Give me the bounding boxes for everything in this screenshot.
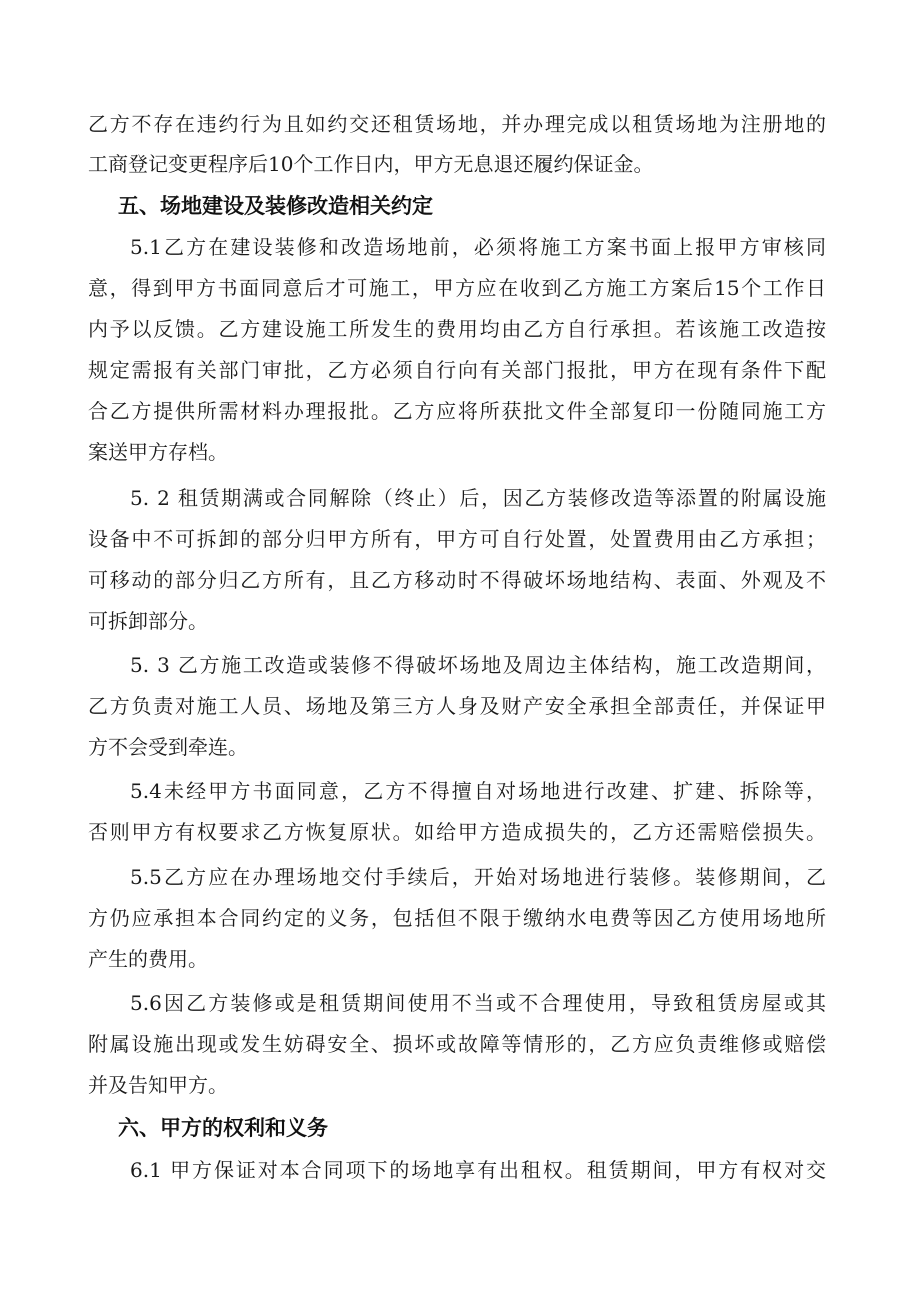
section-heading-6: 六、甲方的权利和义务	[118, 1116, 328, 1140]
text-line: 否则甲方有权要求乙方恢复原状。如给甲方造成损失的，乙方还需赔偿损失。	[88, 820, 826, 844]
text-line: 6.1 甲方保证对本合同项下的场地享有出租权。租赁期间，甲方有权对交	[130, 1158, 826, 1182]
text-line: 5. 3 乙方施工改造或装修不得破坏场地及周边主体结构，施工改造期间，	[130, 653, 826, 677]
text-line: 并及告知甲方。	[88, 1073, 228, 1097]
text-line: 附属设施出现或发生妨碍安全、损坏或故障等情形的，乙方应负责维修或赔偿	[88, 1032, 826, 1056]
text-line: 5.1乙方在建设装修和改造场地前，必须将施工方案书面上报甲方审核同	[130, 235, 826, 259]
text-line: 5.4未经甲方书面同意，乙方不得擅自对场地进行改建、扩建、拆除等，	[130, 779, 826, 803]
text-line: 规定需报有关部门审批，乙方必须自行向有关部门报批，甲方在现有条件下配	[88, 358, 826, 382]
text-line: 产生的费用。	[88, 947, 208, 971]
text-line: 意，得到甲方书面同意后才可施工，甲方应在收到乙方施工方案后15个工作日	[88, 276, 826, 300]
text-line: 内予以反馈。乙方建设施工所发生的费用均由乙方自行承担。若该施工改造按	[88, 317, 826, 341]
section-heading-5: 五、场地建设及装修改造相关约定	[118, 194, 433, 218]
text-line: 5. 2 租赁期满或合同解除（终止）后，因乙方装修改造等添置的附属设施	[130, 486, 826, 510]
text-line: 方不会受到牵连。	[88, 735, 248, 759]
text-line: 5.5乙方应在办理场地交付手续后，开始对场地进行装修。装修期间，乙	[130, 865, 826, 889]
text-line: 合乙方提供所需材料办理报批。乙方应将所获批文件全部复印一份随同施工方	[88, 399, 826, 423]
text-line: 工商登记变更程序后10个工作日内，甲方无息退还履约保证金。	[88, 152, 654, 176]
text-line: 乙方不存在违约行为且如约交还租赁场地，并办理完成以租赁场地为注册地的	[88, 112, 826, 136]
text-line: 乙方负责对施工人员、场地及第三方人身及财产安全承担全部责任，并保证甲	[88, 694, 826, 718]
text-line: 可拆卸部分。	[88, 609, 208, 633]
text-line: 5.6因乙方装修或是租赁期间使用不当或不合理使用，导致租赁房屋或其	[130, 991, 826, 1015]
text-line: 方仍应承担本合同约定的义务，包括但不限于缴纳水电费等因乙方使用场地所	[88, 906, 826, 930]
text-line: 可移动的部分归乙方所有，且乙方移动时不得破坏场地结构、表面、外观及不	[88, 568, 826, 592]
text-line: 设备中不可拆卸的部分归甲方所有，甲方可自行处置，处置费用由乙方承担；	[88, 527, 826, 551]
text-line: 案送甲方存档。	[88, 440, 228, 464]
